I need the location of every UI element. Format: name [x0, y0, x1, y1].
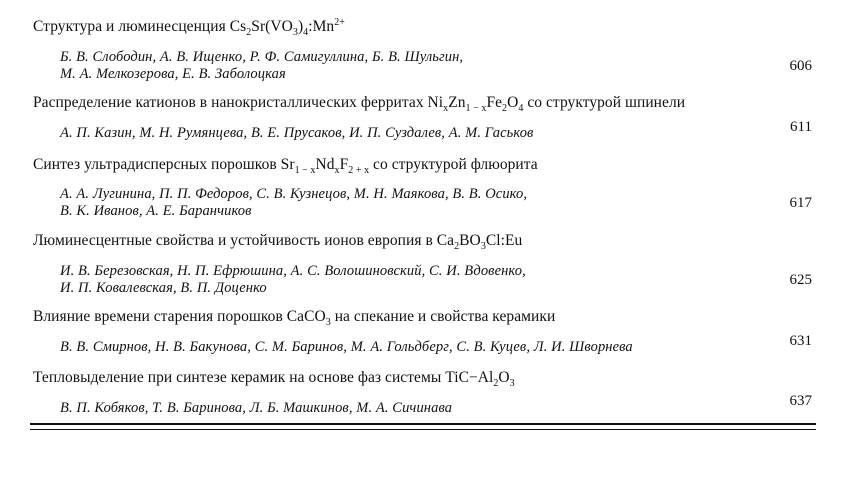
formula-subscript: x — [334, 165, 340, 177]
formula-part: BO — [459, 232, 481, 249]
formula-part: Nd — [315, 156, 335, 173]
formula-part: F — [339, 156, 349, 173]
page-number: 611 — [790, 119, 812, 135]
page-number: 637 — [789, 393, 812, 409]
title-text: со структурой шпинели — [523, 94, 686, 111]
formula-part: Fe — [486, 94, 503, 111]
formula-part: Cl:Eu — [485, 232, 523, 249]
authors-line: М. А. Мелкозерова, Е. В. Заболоцкая — [60, 66, 286, 82]
formula-part: Ni — [427, 94, 444, 111]
authors-line: А. А. Лугинина, П. П. Федоров, С. В. Кузнецов, М. Н. Маякова, В. В. Осико, — [60, 186, 528, 202]
page-number: 617 — [789, 195, 812, 211]
article-authors — [60, 125, 533, 142]
formula-subscript: 2 — [246, 27, 252, 39]
formula-part: CaCO — [286, 308, 326, 325]
title-text: Распределение катионов в нанокристаллических ферритах — [33, 94, 428, 111]
article-title — [33, 156, 538, 177]
formula-subscript: 4 — [518, 103, 524, 115]
title-text: Влияние времени старения порошков — [33, 308, 287, 325]
formula-subscript: 2 — [493, 378, 499, 390]
formula-part: TiC−Al — [445, 369, 494, 386]
article-title — [33, 369, 515, 390]
closing-rule-thick — [30, 423, 816, 425]
formula-subscript: 1 − x — [465, 103, 487, 115]
page-number: 631 — [789, 333, 812, 349]
formula-subscript: 3 — [509, 378, 515, 390]
formula-part: Sr — [280, 156, 295, 173]
closing-rule-thin — [30, 429, 816, 430]
formula-subscript: 4 — [303, 27, 309, 39]
formula-part: Ca — [436, 232, 455, 249]
formula-superscript: 2+ — [334, 16, 345, 28]
title-text: со структурой флюорита — [369, 156, 538, 173]
authors-line: Б. В. Слободин, А. В. Ищенко, Р. Ф. Самигуллина, Б. В. Шульгин, — [60, 49, 464, 65]
formula-part: :Mn — [308, 18, 335, 35]
article-authors — [60, 400, 452, 417]
formula-part: Zn — [448, 94, 466, 111]
authors-line: В. В. Смирнов, Н. В. Бакунова, С. М. Баринов, М. А. Гольдберг, С. В. Куцев, Л. И. Шворнева — [60, 339, 633, 355]
formula-part: O — [507, 94, 519, 111]
formula-subscript: 2 — [502, 103, 508, 115]
authors-line: А. П. Казин, М. Н. Румянцева, В. Е. Прусаков, И. П. Суздалев, А. М. Гаськов — [60, 125, 534, 141]
page-number: 606 — [789, 58, 812, 74]
title-text: Синтез ультрадисперсных порошков — [33, 156, 281, 173]
formula-subscript: 2 + x — [348, 165, 370, 177]
article-authors — [60, 263, 526, 297]
formula-part: ) — [297, 18, 304, 35]
title-text: Люминесцентные свойства и устойчивость ионов европия в — [33, 232, 437, 249]
formula-subscript: 3 — [480, 241, 486, 253]
article-title — [33, 16, 345, 39]
article-title — [33, 308, 556, 329]
page-number: 625 — [789, 272, 812, 288]
formula-subscript: 1 − x — [294, 165, 316, 177]
formula-part: Sr(VO — [251, 18, 293, 35]
authors-line: В. К. Иванов, А. Е. Баранчиков — [60, 203, 252, 219]
article-title — [33, 232, 523, 253]
authors-line: И. П. Ковалевская, В. П. Доценко — [60, 280, 267, 296]
article-title — [33, 94, 686, 115]
article-authors — [60, 186, 527, 220]
authors-line: И. В. Березовская, Н. П. Ефрюшина, А. С. Волошиновский, С. И. Вдовенко, — [60, 263, 526, 279]
formula-subscript: 3 — [325, 317, 331, 329]
article-authors — [60, 339, 633, 356]
formula-part: Cs — [229, 18, 247, 35]
authors-line: В. П. Кобяков, Т. В. Баринова, Л. Б. Машкинов, М. А. Сичинава — [60, 400, 453, 416]
title-text: Тепловыделение при синтезе керамик на основе фаз системы — [33, 369, 446, 386]
formula-subscript: x — [443, 103, 449, 115]
title-text: на спекание и свойства керамики — [330, 308, 556, 325]
article-authors — [60, 49, 463, 83]
formula-subscript: 3 — [292, 27, 298, 39]
formula-part: O — [498, 369, 510, 386]
title-text: Структура и люминесценция — [33, 18, 230, 35]
formula-subscript: 2 — [454, 241, 460, 253]
